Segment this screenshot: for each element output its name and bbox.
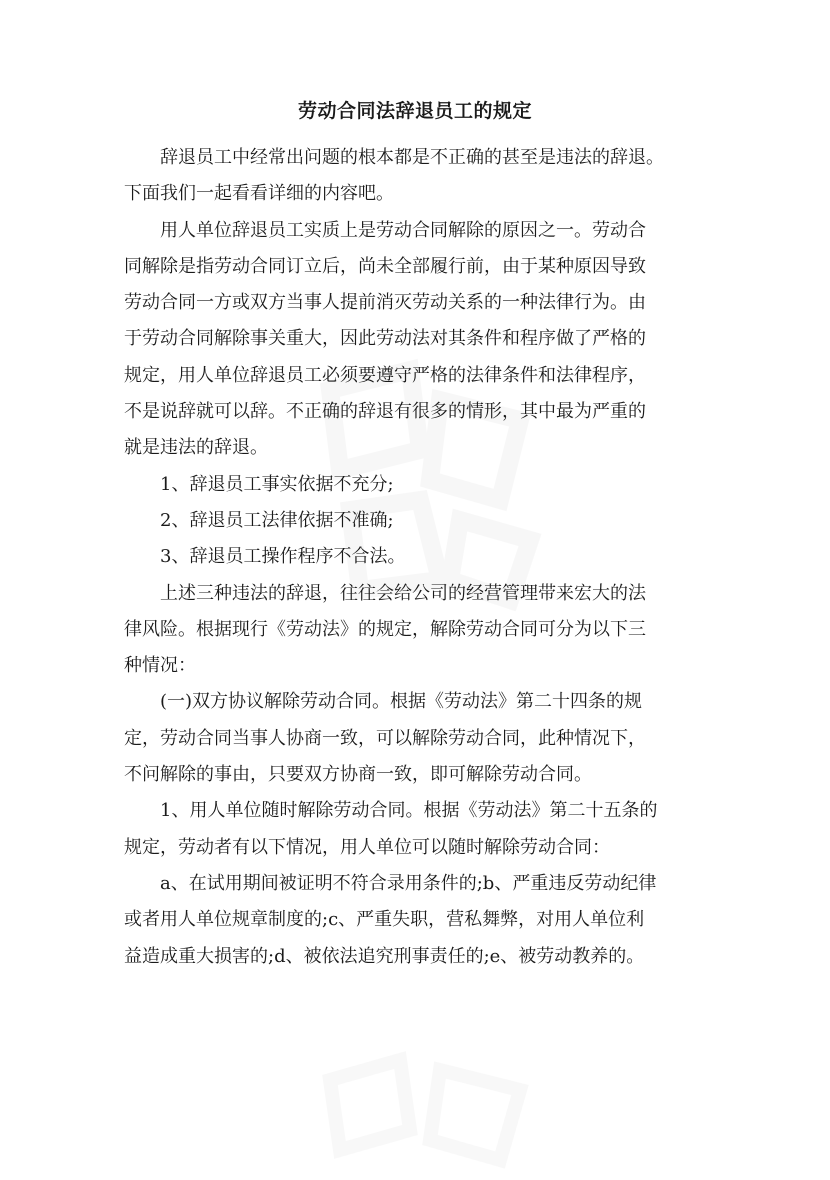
paragraph-line: 3、辞退员工操作程序不合法。: [160, 546, 406, 568]
paragraph-line: 辞退员工中经常出问题的根本都是不正确的甚至是违法的辞退。: [160, 147, 664, 168]
paragraph: [124, 503, 724, 539]
paragraph-line: a、在试用期间被证明不符合录用条件的;b、严重违反劳动纪律: [160, 872, 657, 894]
paragraph-line: 劳动合同一方或双方当事人提前消灭劳动关系的一种法律行为。由: [124, 292, 646, 314]
paragraph: [124, 684, 724, 793]
paragraph: [124, 576, 724, 685]
paragraph-line: 种情况：: [124, 655, 196, 677]
paragraph-line: 2、辞退员工法律依据不准确;: [160, 509, 394, 531]
paragraph-line: 不问解除的事由，只要双方协商一致，即可解除劳动合同。: [124, 764, 592, 786]
document-title: 劳动合同法辞退员工的规定: [297, 100, 532, 122]
paragraph-line: 1、用人单位随时解除劳动合同。根据《劳动法》第二十五条的: [160, 800, 658, 822]
paragraph: [124, 213, 724, 467]
paragraph-line: 律风险。根据现行《劳动法》的规定，解除劳动合同可分为以下三: [124, 618, 646, 640]
paragraph: [124, 866, 724, 975]
paragraph-line: 下面我们一起看看详细的内容吧。: [124, 183, 394, 205]
paragraph-line: 益造成重大损害的;d、被依法追究刑事责任的;e、被劳动教养的。: [124, 945, 645, 967]
paragraph-line: 规定，用人单位辞退员工必须要遵守严格的法律条件和法律程序，: [124, 364, 646, 386]
paragraph-line: 同解除是指劳动合同订立后，尚未全部履行前，由于某种原因导致: [124, 255, 646, 277]
paragraph-line: 或者用人单位规章制度的;c、严重失职，营私舞弊，对用人单位利: [124, 909, 645, 931]
paragraph-line: 上述三种违法的辞退，往往会给公司的经营管理带来宏大的法: [160, 582, 646, 604]
paragraph-line: 于劳动合同解除事关重大，因此劳动法对其条件和程序做了严格的: [124, 328, 646, 350]
paragraph: [124, 140, 724, 213]
paragraph-line: 1、辞退员工事实依据不充分;: [160, 473, 394, 495]
paragraph: [124, 539, 724, 575]
paragraph: [124, 793, 724, 866]
paragraph-line: 不是说辞就可以辞。不正确的辞退有很多的情形，其中最为严重的: [124, 401, 646, 423]
watermark-bottom-icon: [300, 1040, 560, 1180]
paragraph-line: (一)双方协议解除劳动合同。根据《劳动法》第二十四条的规: [160, 691, 643, 713]
paragraph-line: 规定，劳动者有以下情况，用人单位可以随时解除劳动合同：: [124, 836, 610, 858]
paragraph-line: 定，劳动合同当事人协商一致，可以解除劳动合同，此种情况下，: [124, 727, 646, 749]
paragraph: [124, 467, 724, 503]
paragraph-line: 就是违法的辞退。: [124, 437, 268, 459]
document-body: [124, 140, 724, 975]
paragraph-line: 用人单位辞退员工实质上是劳动合同解除的原因之一。劳动合: [160, 219, 646, 241]
